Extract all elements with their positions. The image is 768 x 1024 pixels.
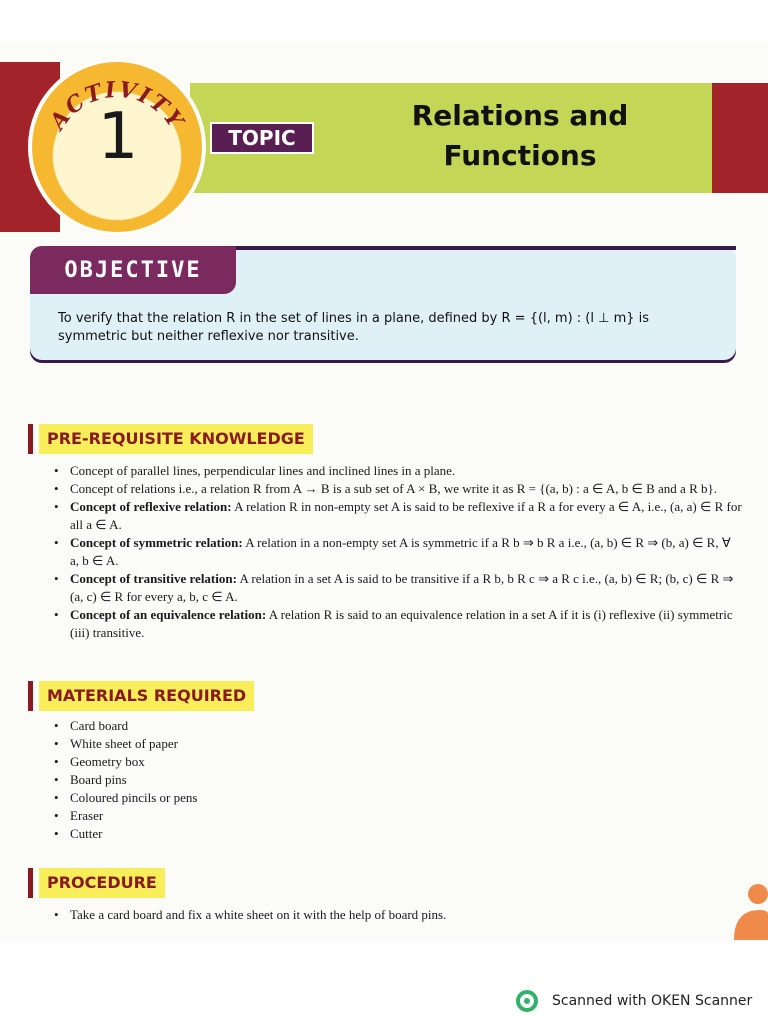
list-item: • Board pins: [52, 771, 452, 789]
topic-tag: TOPIC: [210, 122, 314, 154]
title-line-2: Functions: [443, 139, 597, 172]
objective-line-1: To verify that the relation R in the set of lines in a plane, defined by R = {(l, m) : (l ⊥ m} is: [58, 311, 650, 326]
list-item: • Eraser: [52, 807, 452, 825]
procedure-list: [52, 906, 712, 924]
list-item: • Concept of transitive relation: A relation in a set A is said to be transitive if a R b, b R c ⇒ a R c i.e., (a, b) ∈ R; (b, c) ∈ R ⇒ (a, c) ∈ R for every a, b, c ∈ A.: [52, 570, 742, 606]
activity-number: 1: [97, 100, 139, 174]
materials-label: MATERIALS REQUIRED: [39, 681, 254, 711]
objective-top-rule: [236, 246, 736, 250]
scanner-text: Scanned with OKEN Scanner: [552, 993, 753, 1009]
objective-text: [58, 310, 718, 346]
list-item: • Cutter: [52, 825, 452, 843]
corner-figure-icon: [730, 880, 768, 940]
list-item: • Card board: [52, 717, 452, 735]
section-marker: [28, 868, 33, 898]
materials-list: [52, 717, 452, 843]
section-marker: [28, 424, 33, 454]
materials-heading: [28, 681, 254, 711]
list-item: • Concept of symmetric relation: A relation in a non-empty set A is symmetric if a R b ⇒ b R a i.e., (a, b) ∈ R ⇒ (b, a) ∈ R, ∀ a, b ∈ A.: [52, 534, 742, 570]
list-item: • Take a card board and fix a white sheet on it with the help of board pins.: [52, 906, 712, 924]
scanner-watermark: [516, 990, 752, 1012]
activity-word: ACTIVITY: [44, 76, 190, 135]
procedure-label: PROCEDURE: [39, 868, 165, 898]
list-item: • Concept of reflexive relation: A relation R in non-empty set A is said to be reflexive if a R a for every a ∈ A, i.e., (a, a) ∈ R for all a ∈ A.: [52, 498, 742, 534]
list-item: • White sheet of paper: [52, 735, 452, 753]
list-item: • Concept of relations i.e., a relation R from A → B is a sub set of A × B, we write it as R = {(a, b) : a ∈ A, b ∈ B and a R b}.: [52, 480, 742, 498]
list-item: • Coloured pincils or pens: [52, 789, 452, 807]
objective-heading: OBJECTIVE: [30, 246, 236, 294]
right-ribbon: [712, 83, 768, 193]
list-item: • Concept of an equivalence relation: A relation R is said to an equivalence relation in a set A if it is (i) reflexive (ii) symmetric (iii) transitive.: [52, 606, 742, 642]
prerequisite-heading: [28, 424, 313, 454]
objective-line-2: symmetric but neither reflexive nor transitive.: [58, 329, 359, 344]
list-item: • Geometry box: [52, 753, 452, 771]
scanner-logo-icon: [516, 990, 538, 1012]
prerequisite-list: [52, 462, 742, 642]
title-line-1: Relations and: [411, 99, 629, 132]
list-item: • Concept of parallel lines, perpendicular lines and inclined lines in a plane.: [52, 462, 742, 480]
prerequisite-label: PRE-REQUISITE KNOWLEDGE: [39, 424, 313, 454]
procedure-heading: [28, 868, 165, 898]
page-title: [360, 96, 680, 176]
section-marker: [28, 681, 33, 711]
